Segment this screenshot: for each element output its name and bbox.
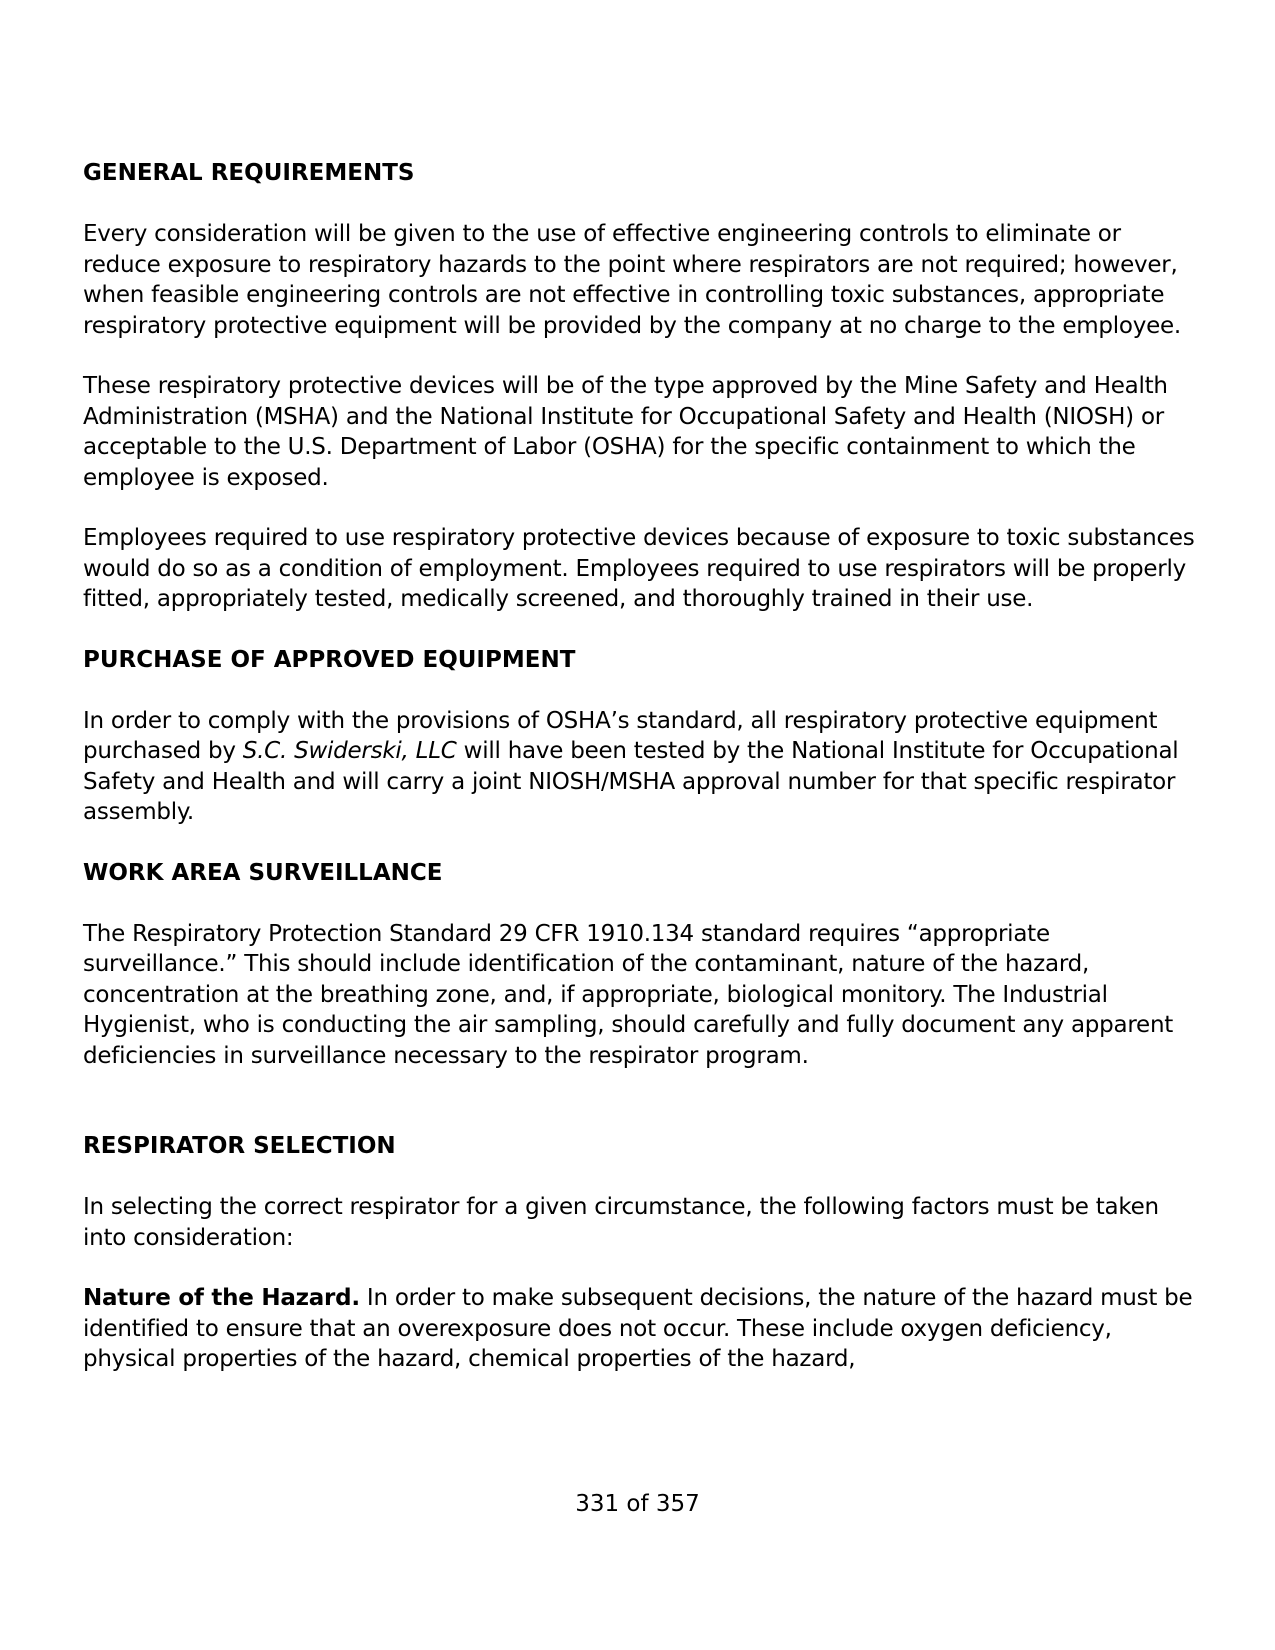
respirator-selection-heading: RESPIRATOR SELECTION (83, 1133, 396, 1159)
general-requirements-paragraph-3: Employees required to use respiratory protective devices because of exposure to toxic substances would do so as a condition of employment. Employees required to use respirators will be properly fitted, appropriately tested, medically screened, and thoroughly trained in their use. (83, 525, 1195, 612)
surveillance-heading: WORK AREA SURVEILLANCE (83, 859, 443, 886)
nature-of-hazard-lead: Nature of the Hazard. (83, 1285, 360, 1311)
purchase-heading: PURCHASE OF APPROVED EQUIPMENT (83, 646, 576, 673)
purchase-paragraph (83, 706, 1203, 828)
purchase-text-before: In order to comply with the provisions of OSHA’s standard, all respiratory protective equipment purchased by (83, 707, 1158, 764)
purchase-text-after: will have been tested by the National Institute for Occupational Safety and Health and will carry a joint NIOSH/MSHA approval number for that specific respirator assembly. (83, 738, 1179, 825)
document-body (83, 158, 1203, 1375)
nature-of-hazard-paragraph (83, 1283, 1203, 1375)
general-requirements-paragraph-2: These respiratory protective devices will be of the type approved by the Mine Safety and Health Administration (MSHA) and the National Institute for Occupational Safety and Health (NIOSH) or acceptable to the U.S. Department of Labor (OSHA) for the specific containment to which the employee is exposed. (83, 373, 1168, 491)
surveillance-paragraph: The Respiratory Protection Standard 29 CFR 1910.134 standard requires “appropriate surveillance.” This should include identification of the contaminant, nature of the hazard, concentration at the breathing zone, and, if appropriate, biological monitory. The Industrial Hygienist, who is conducting the air sampling, should carefully and fully document any apparent deficiencies in surveillance necessary to the respirator program. (83, 920, 1174, 1069)
nature-of-hazard-body: In order to make subsequent decisions, the nature of the hazard must be identified to ensure that an overexposure does not occur. These include oxygen deficiency, physical properties of the hazard, chemical properties of the hazard, (83, 1285, 1193, 1372)
page-number: 331 of 357 (575, 1491, 700, 1517)
general-requirements-heading: GENERAL REQUIREMENTS (83, 160, 415, 186)
general-requirements-paragraph-1: Every consideration will be given to the use of effective engineering controls to eliminate or reduce exposure to respiratory hazards to the point where respirators are not required; however, when feasible engineering controls are not effective in controlling toxic substances, appropriate respiratory protective equipment will be provided by the company at no charge to the employee. (83, 221, 1181, 339)
respirator-selection-paragraph-1: In selecting the correct respirator for a given circumstance, the following factors must be taken into consideration: (83, 1194, 1159, 1251)
company-name: S.C. Swiderski, LLC (242, 738, 457, 764)
